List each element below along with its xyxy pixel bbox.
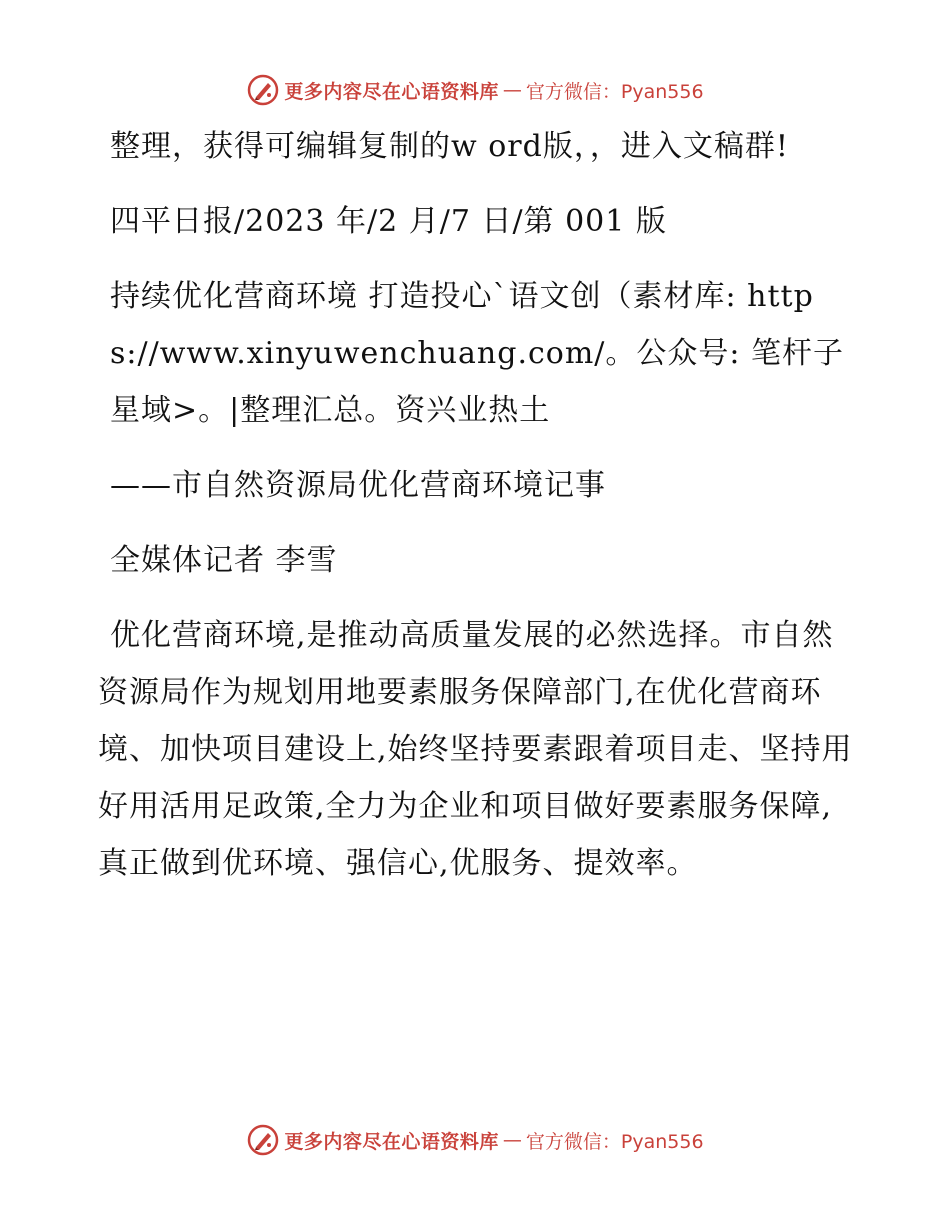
article-paragraph: 优化营商环境,是推动高质量发展的必然选择。市自然资源局作为规划用地要素服务保障部门,在优化营商环境、加快项目建设上,始终坚持要素跟着项目走、坚持用好用活用足政策,全力为企业和项目做好要素服务保障,真正做到优环境、强信心,优服务、提效率。 bbox=[98, 618, 853, 881]
header-watermark bbox=[0, 70, 950, 110]
article-subheadline: ——市自然资源局优化营商环境记事 bbox=[110, 468, 606, 503]
watermark-separator: — bbox=[502, 1129, 522, 1151]
article-byline: 全媒体记者 李雪 bbox=[110, 543, 338, 578]
watermark-title: 更多内容尽在心语资料库 bbox=[284, 80, 499, 103]
article-headline: 持续优化营商环境 打造投心ˋ语文创（素材库: https://www.xinyuwenchuang.com/。公众号: 笔杆子星域>。|整理汇总。资兴业热土 bbox=[110, 279, 845, 428]
document-body bbox=[98, 118, 858, 892]
footer-watermark bbox=[0, 1120, 950, 1160]
source-line: 四平日报/2023 年/2 月/7 日/第 001 版 bbox=[110, 204, 667, 239]
logo-icon bbox=[246, 73, 280, 107]
watermark-contact: 官方微信：Pyan556 bbox=[525, 80, 704, 103]
logo-icon bbox=[246, 1123, 280, 1157]
editor-note: 整理，获得可编辑复制的w ord版，，进入文稿群! bbox=[110, 129, 789, 164]
watermark-separator: — bbox=[502, 79, 522, 101]
watermark-contact: 官方微信：Pyan556 bbox=[525, 1130, 704, 1153]
watermark-title: 更多内容尽在心语资料库 bbox=[284, 1130, 499, 1153]
